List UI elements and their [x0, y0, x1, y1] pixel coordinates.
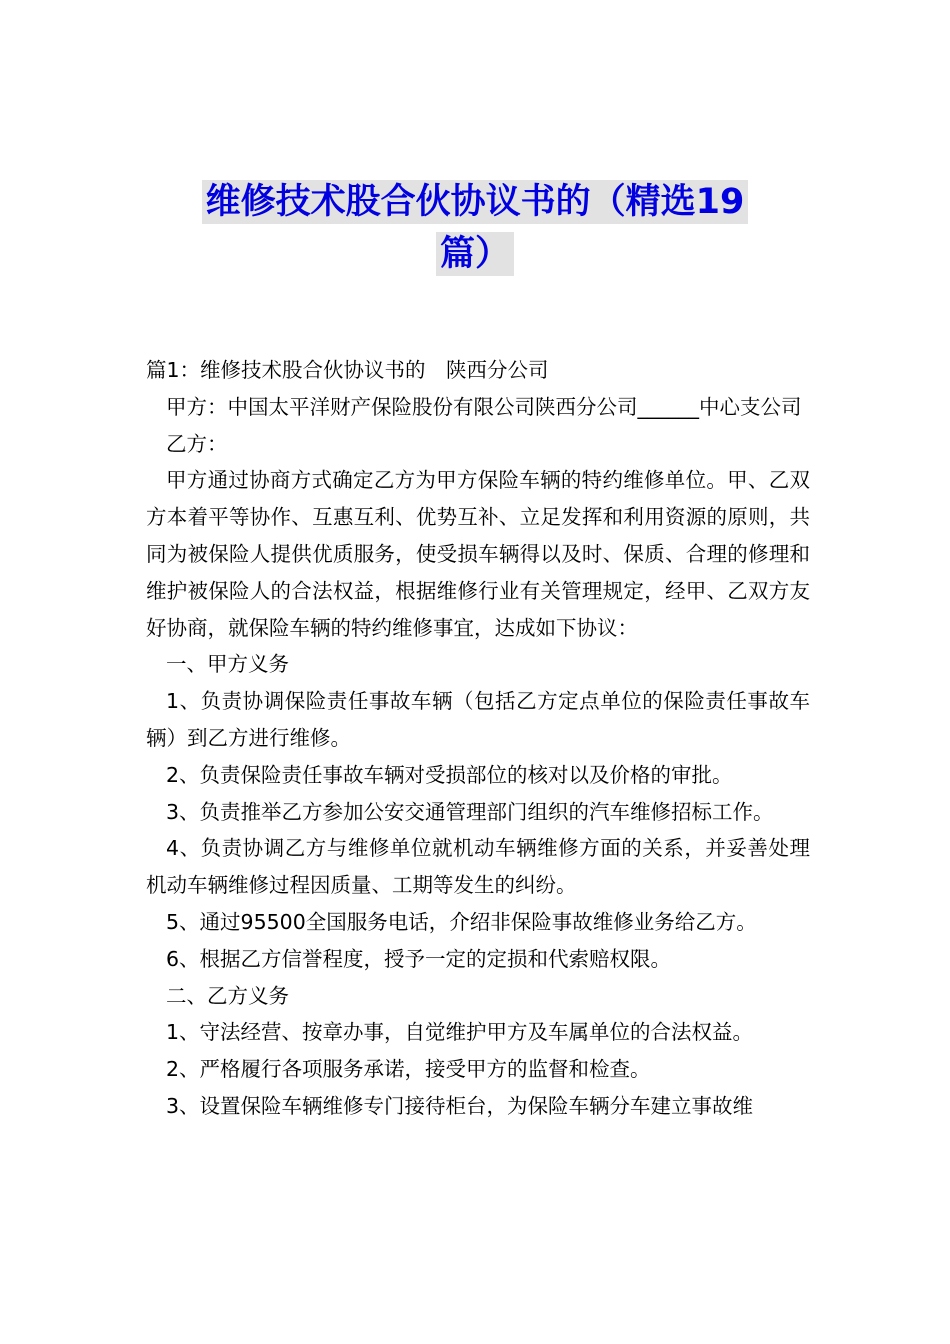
section-heading: 篇1：维修技术股合伙协议书的 陕西分公司: [146, 358, 549, 382]
list-item: 2、负责保险责任事故车辆对受损部位的核对以及价格的审批。: [166, 762, 733, 787]
intro-paragraph: 甲方通过协商方式确定乙方为甲方保险车辆的特约维修单位。甲、乙双方本着平等协作、互惠互利、优势互补、立足发挥和利用资源的原则，共同为被保险人提供优质服务，使受损车辆得以及时、保质、合理的修理和维护被保险人的合法权益，根据维修行业有关管理规定，经甲、乙双方友好协商，就保险车辆的特约维修事宜，达成如下协议：: [146, 468, 810, 640]
section-title-party-b-obligations: 二、乙方义务: [166, 983, 289, 1008]
list-item: 3、负责推举乙方参加公安交通管理部门组织的汽车维修招标工作。: [166, 799, 774, 824]
party-b-paragraph: 乙方：: [166, 431, 228, 456]
title-line-2: [0, 228, 950, 280]
title-line-2-text: 篇）: [436, 232, 514, 276]
list-item: 1、守法经营、按章办事，自觉维护甲方及车属单位的合法权益。: [166, 1020, 754, 1045]
list-item: 2、严格履行各项服务承诺，接受甲方的监督和检查。: [166, 1057, 651, 1082]
section-title-party-a-obligations: 一、甲方义务: [166, 652, 289, 677]
list-item: 3、设置保险车辆维修专门接待柜台，为保险车辆分车建立事故维: [166, 1093, 754, 1118]
document-title: [0, 176, 950, 280]
document-body: [146, 352, 810, 1125]
party-a-paragraph: 甲方：中国太平洋财产保险股份有限公司陕西分公司______中心支公司: [166, 394, 802, 419]
list-item: 1、负责协调保险责任事故车辆（包括乙方定点单位的保险责任事故车辆）到乙方进行维修。: [146, 689, 810, 750]
title-line-1: [0, 176, 950, 228]
list-item: 4、负责协调乙方与维修单位就机动车辆维修方面的关系，并妥善处理机动车辆维修过程因质量、工期等发生的纠纷。: [146, 836, 810, 898]
title-line-1-text: 维修技术股合伙协议书的（精选19: [202, 180, 749, 224]
list-item: 6、根据乙方信誉程度，授予一定的定损和代索赔权限。: [166, 946, 672, 971]
list-item: 5、通过95500全国服务电话，介绍非保险事故维修业务给乙方。: [166, 909, 757, 934]
